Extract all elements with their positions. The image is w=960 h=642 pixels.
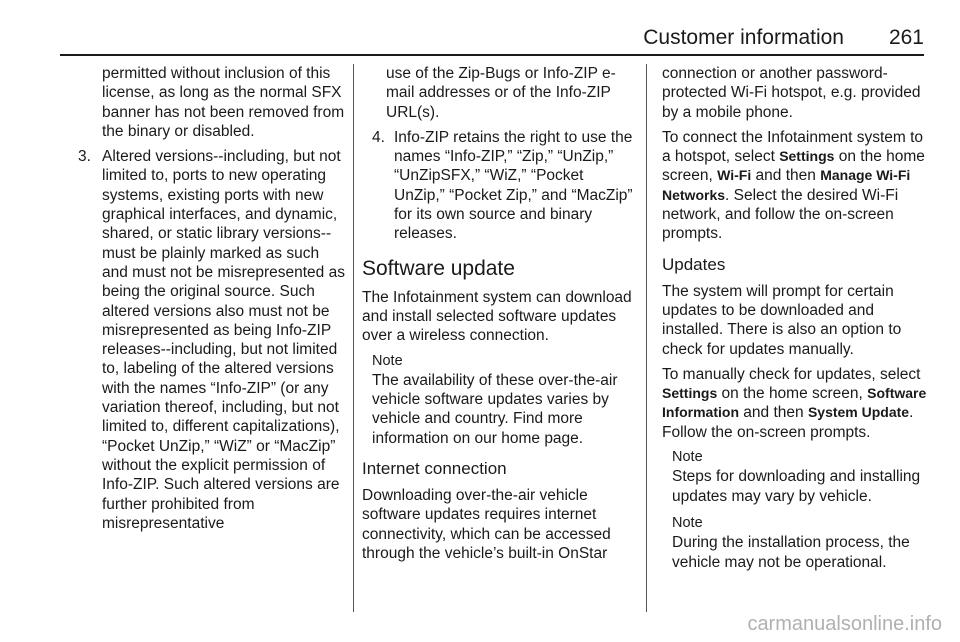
note-text: The availability of these over-the-air vehicle software updates varies by vehicle and country. Find more information on our home page. xyxy=(372,371,618,447)
note-text: During the installation process, the vehicle may not be operational. xyxy=(672,534,910,571)
paragraph: Downloading over-the-air vehicle software updates requires internet connectivity, which can be accessed through the vehicle’s built-in OnStar xyxy=(362,487,611,562)
text: and then xyxy=(751,167,821,185)
note-box xyxy=(662,514,928,572)
note-label: Note xyxy=(672,514,703,531)
page-number: 261 xyxy=(888,26,924,49)
text: . Follow the on-screen prompts. xyxy=(662,404,914,441)
paragraph-manual-check xyxy=(662,365,928,442)
list-item-continuation: use of the Zip-Bugs or Info-ZIP e-mail addresses or of the Info-ZIP URL(s). xyxy=(386,65,616,121)
text: To manually check for updates, select xyxy=(662,365,921,383)
paragraph: connection or another password-protected Wi-Fi hotspot, e.g. provided by a mobile phone. xyxy=(662,65,921,121)
column-2 xyxy=(362,64,638,569)
text: To connect the Infotainment system to a hotspot, select xyxy=(662,128,924,166)
note-label: Note xyxy=(672,449,703,466)
text: . Select the desired Wi-Fi network, and follow the on-screen prompts. xyxy=(662,186,899,243)
note-box xyxy=(362,352,638,448)
list-number: 4. xyxy=(372,128,385,146)
column-1 xyxy=(78,64,346,535)
list-number: 3. xyxy=(78,148,91,166)
menu-software-information: Software Information xyxy=(662,385,927,421)
menu-system-update: System Update xyxy=(807,404,910,421)
watermark: carmanualsonline.info xyxy=(747,613,942,635)
paragraph: The Infotainment system can download and install selected software updates over a wireless connection. xyxy=(362,288,632,345)
list-item-text: Info-ZIP retains the right to use the names “Info-ZIP,” “Zip,” “UnZip,” “UnZipSFX,” “WiZ,” “Pocket UnZip,” “Pocket Zip,” and “MacZip” for its own source and binary releases. xyxy=(394,128,633,243)
page-header xyxy=(60,26,924,50)
menu-settings: Settings xyxy=(779,148,835,165)
note-box xyxy=(662,448,928,506)
note-text: Steps for downloading and installing updates may vary by vehicle. xyxy=(672,468,921,505)
paragraph-wifi xyxy=(662,128,928,244)
list-item-continuation: permitted without inclusion of this license, as long as the normal SFX banner has not been removed from the binary or disabled. xyxy=(102,65,345,140)
menu-manage-wifi: Manage Wi-Fi Networks xyxy=(662,167,911,203)
text: on the home screen, xyxy=(717,385,868,403)
list-item-4 xyxy=(362,128,638,244)
column-3 xyxy=(662,64,928,580)
text: and then xyxy=(739,404,808,422)
section-heading-updates: Updates xyxy=(662,254,726,274)
list-item-text: Altered versions--including, but not limited to, ports to new operating systems, existing ports with new graphical interfaces, and dynamic, shared, or static library versions--must be plainly marked as such and must not be misrepresented as being the original source. Such altered versions also must not be misrepresented as being Info-ZIP releases--including, but not limited to, labeling of the altered versions with the names “Info-ZIP” (or any variation thereof, including, but not limited to, different capitalizations), “Pocket UnZip,” “WiZ” or “MacZip” without the explicit permission of Info-ZIP. Such altered versions are further prohibited from misrepresentative xyxy=(102,148,345,532)
menu-settings: Settings xyxy=(662,385,718,402)
column-divider-2 xyxy=(646,64,647,612)
page-title: Customer information xyxy=(643,26,844,49)
column-divider-1 xyxy=(353,64,354,612)
section-heading-internet-connection: Internet connection xyxy=(362,459,507,479)
list-item-3 xyxy=(78,147,346,533)
text: on the home screen, xyxy=(662,148,925,185)
section-heading-software-update: Software update xyxy=(362,256,515,280)
menu-wifi: Wi-Fi xyxy=(717,167,752,184)
note-label: Note xyxy=(372,352,403,369)
header-rule xyxy=(60,54,924,56)
paragraph: The system will prompt for certain updates to be downloaded and installed. There is also an option to check for updates manually. xyxy=(662,282,902,358)
